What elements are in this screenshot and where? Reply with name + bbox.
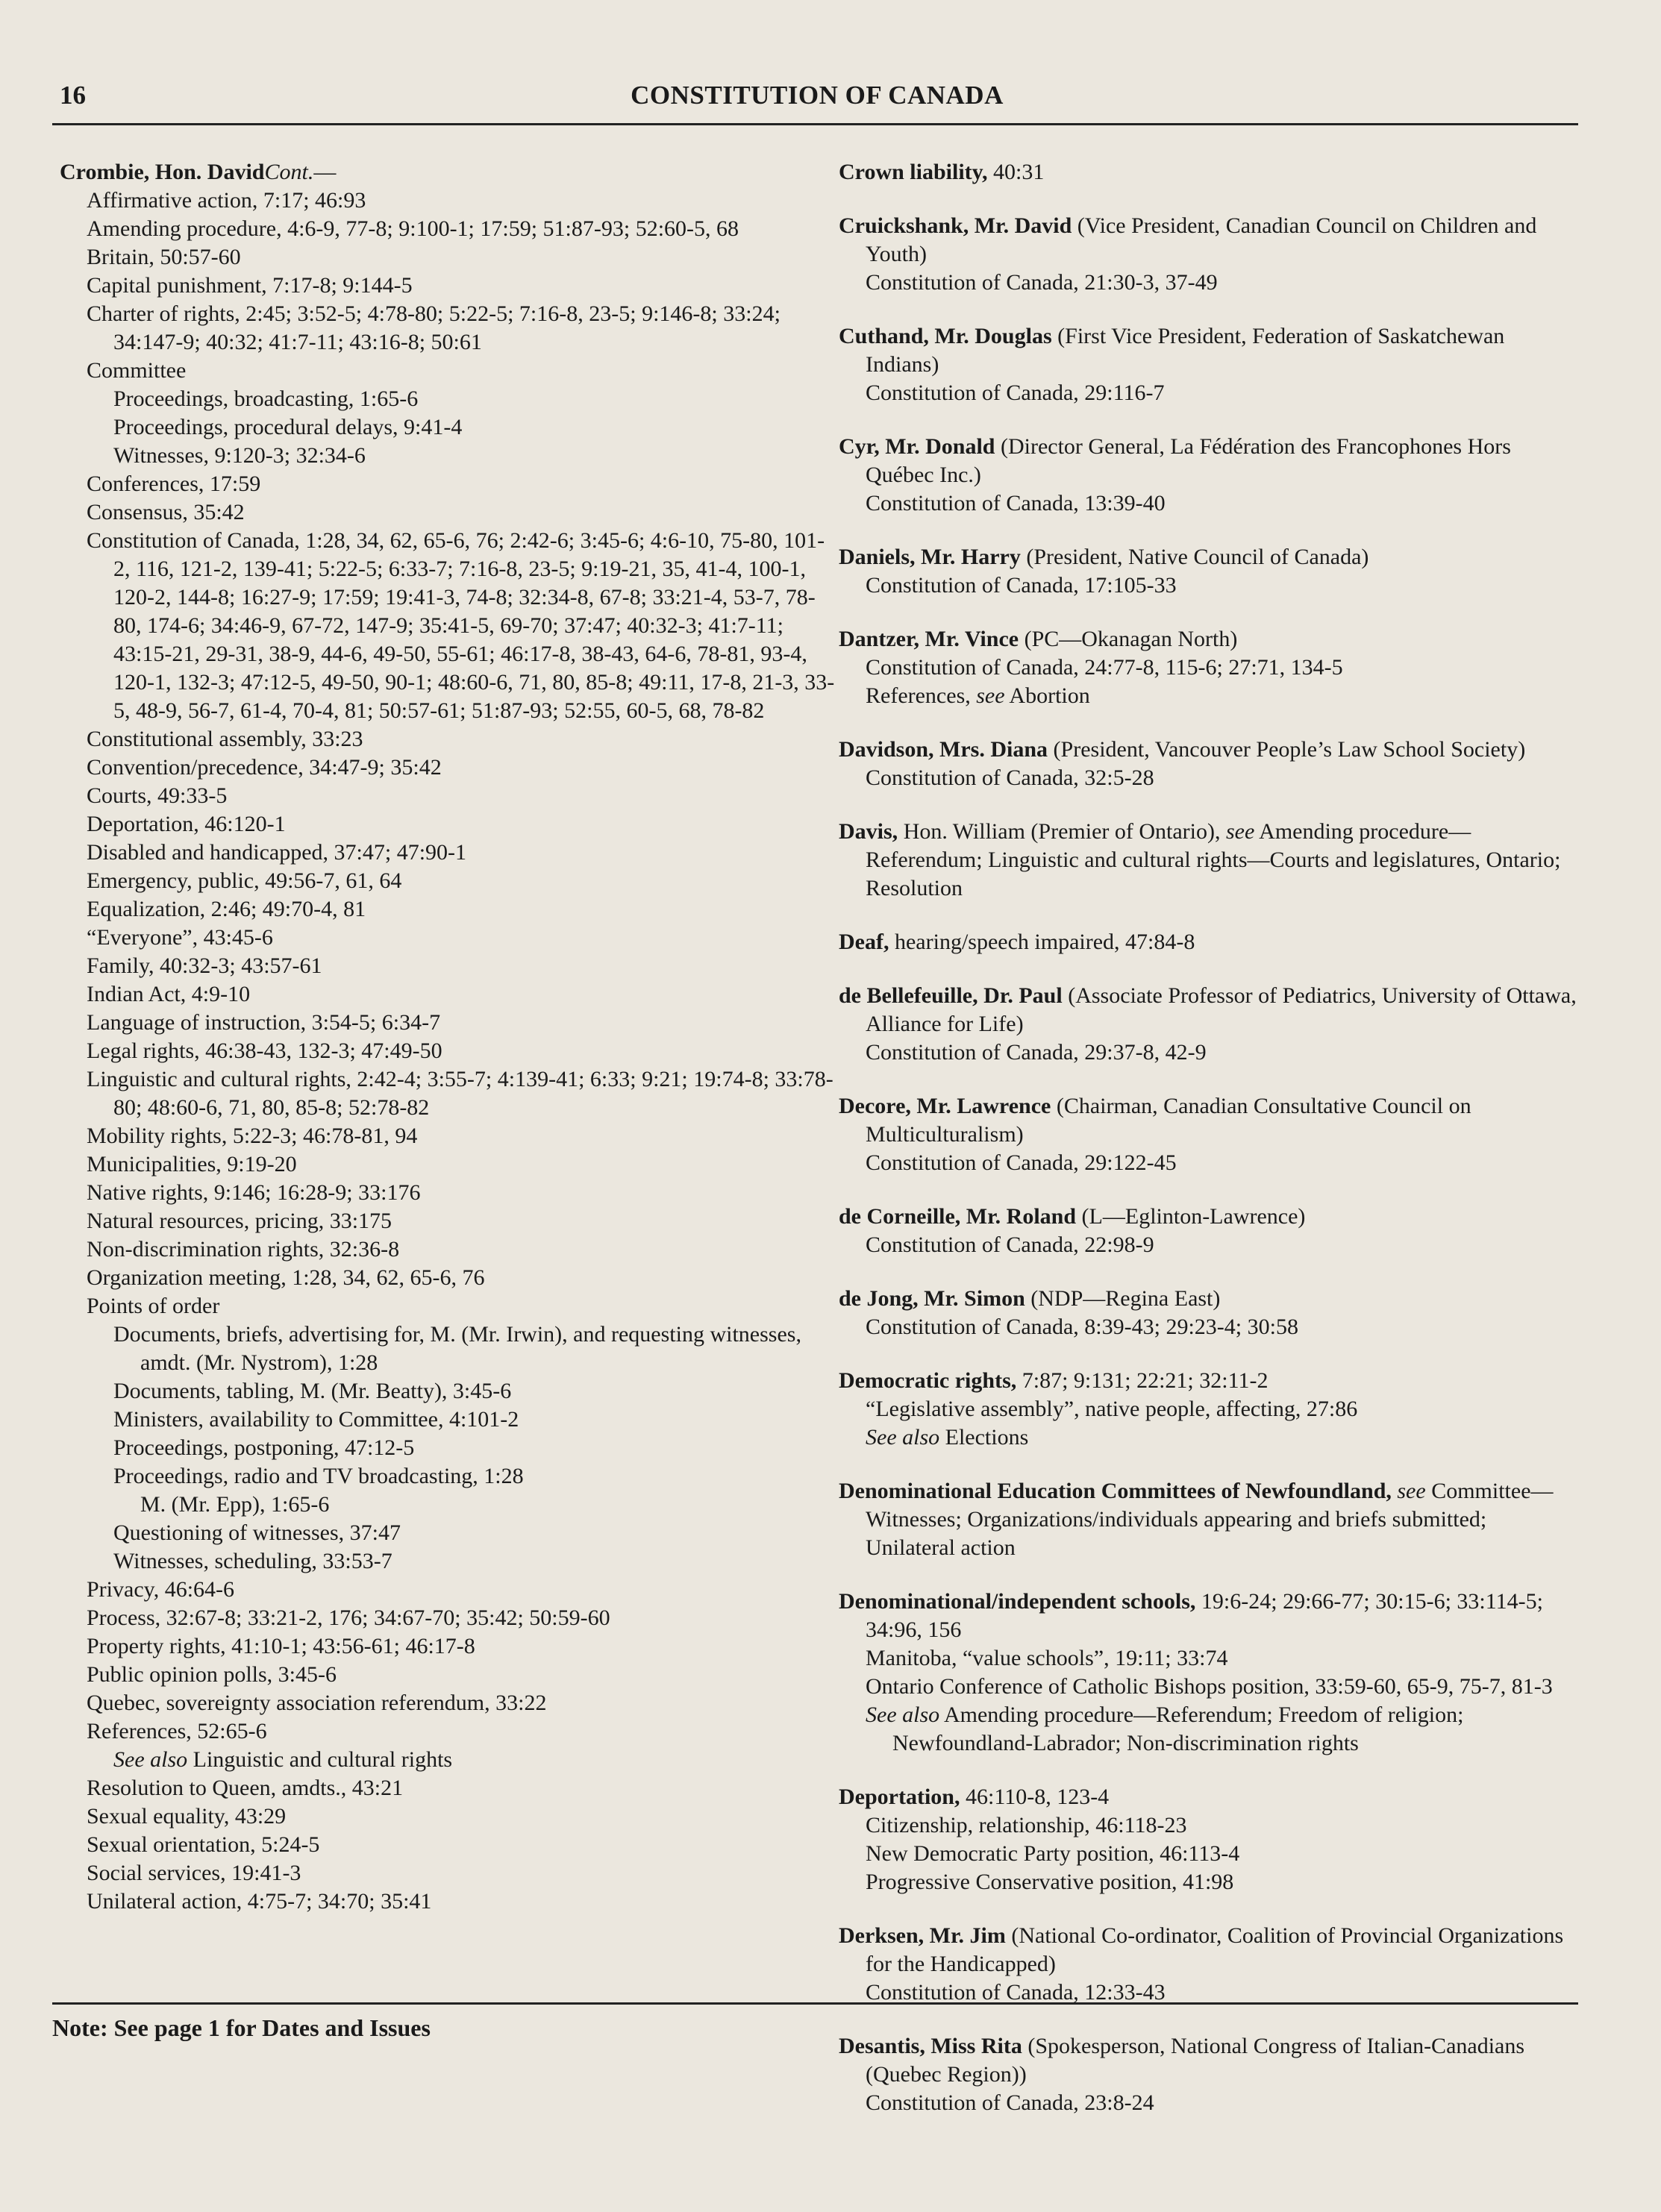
entry-text: (Vice President, Canadian Council on Children and Youth)	[866, 213, 1537, 266]
index-entry	[839, 1477, 1577, 1562]
index-subentry	[60, 1746, 836, 1774]
index-subentry	[60, 1491, 836, 1519]
index-subentry	[60, 1150, 836, 1179]
entry-text: Constitution of Canada, 29:37-8, 42-9	[866, 1040, 1207, 1065]
index-subentry	[60, 1632, 836, 1661]
entry-text: Witnesses, scheduling, 33:53-7	[113, 1549, 392, 1573]
entry-text: Documents, briefs, advertising for, M. (Mr. Irwin), and requesting witnesses, amdt. (Mr. Nystrom), 1:28	[113, 1322, 801, 1375]
entry-heading: Democratic rights,	[839, 1368, 1017, 1393]
entry-text: Mobility rights, 5:22-3; 46:78-81, 94	[87, 1124, 418, 1148]
entry-text: Conferences, 17:59	[87, 471, 261, 496]
index-subentry	[60, 1377, 836, 1406]
entry-heading: Daniels, Mr. Harry	[839, 545, 1021, 569]
index-subentry	[60, 1235, 836, 1264]
index-subentry	[60, 1689, 836, 1717]
index-entry	[839, 1092, 1577, 1149]
entry-text: hearing/speech impaired, 47:84-8	[889, 930, 1195, 954]
index-subentry	[839, 654, 1577, 682]
index-subentry	[60, 1717, 836, 1746]
entry-text: New Democratic Party position, 46:113-4	[866, 1841, 1240, 1866]
index-subentry	[60, 385, 836, 413]
entry-text: “Everyone”, 43:45-6	[87, 925, 273, 950]
entry-text: (L—Eglinton-Lawrence)	[1076, 1204, 1306, 1229]
entry-text: Property rights, 41:10-1; 43:56-61; 46:17-8	[87, 1634, 475, 1658]
entry-text: Constitution of Canada, 22:98-9	[866, 1232, 1154, 1257]
entry-text: Capital punishment, 7:17-8; 9:144-5	[87, 273, 413, 298]
index-subentry	[60, 924, 836, 952]
entry-text: Constitution of Canada, 24:77-8, 115-6; 27:71, 134-5	[866, 655, 1343, 680]
entry-heading: Derksen, Mr. Jim	[839, 1923, 1006, 1948]
index-subentry	[60, 300, 836, 357]
index-entry	[839, 1203, 1577, 1231]
index-subentry	[60, 498, 836, 527]
index-subentry	[60, 753, 836, 782]
entry-heading: Davis,	[839, 819, 898, 844]
entry-heading: Desantis, Miss Rita	[839, 2034, 1022, 2058]
index-subentry	[60, 1320, 836, 1377]
entry-text: Charter of rights, 2:45; 3:52-5; 4:78-80; 5:22-5; 7:16-8, 23-5; 9:146-8; 33:24; 34:147-9; 40:32; 41:7-11; 43:16-8; 50:61	[87, 301, 781, 354]
entry-text: 40:31	[987, 160, 1045, 184]
entry-text: 7:87; 9:131; 22:21; 32:11-2	[1016, 1368, 1269, 1393]
index-subentry	[60, 243, 836, 272]
index-subentry	[60, 527, 836, 725]
entry-text: Amending procedure, 4:6-9, 77-8; 9:100-1; 17:59; 51:87-93; 52:60-5, 68	[87, 216, 739, 241]
page-number: 16	[60, 81, 86, 110]
index-entry	[839, 1285, 1577, 1313]
index-subentry	[60, 1604, 836, 1632]
index-subentry	[839, 1868, 1577, 1896]
index-entry	[839, 982, 1577, 1038]
entry-heading: Denominational/independent schools,	[839, 1589, 1196, 1614]
entry-heading: Deaf,	[839, 930, 889, 954]
entry-text: Constitution of Canada, 13:39-40	[866, 491, 1166, 516]
index-subentry	[60, 1264, 836, 1292]
index-subentry	[839, 2089, 1577, 2117]
entry-text: (PC—Okanagan North)	[1019, 627, 1238, 651]
cross-reference-label: see	[1397, 1479, 1426, 1503]
index-entry	[839, 433, 1577, 489]
index-column-right	[839, 158, 1577, 2117]
entry-text: Proceedings, postponing, 47:12-5	[113, 1435, 415, 1460]
entry-text: (Associate Professor of Pediatrics, University of Ottawa, Alliance for Life)	[866, 983, 1577, 1036]
index-subentry	[60, 1292, 836, 1320]
entry-text: Linguistic and cultural rights, 2:42-4; 3:55-7; 4:139-41; 6:33; 9:21; 19:74-8; 33:78-80; 48:60-6, 71, 80, 85-8; 52:78-82	[87, 1067, 833, 1120]
entry-heading: de Corneille, Mr. Roland	[839, 1204, 1077, 1229]
entry-text: Indian Act, 4:9-10	[87, 982, 251, 1006]
entry-heading: Crombie, Hon. David	[60, 160, 265, 184]
cross-reference-label: See also	[866, 1702, 940, 1727]
index-entry	[839, 212, 1577, 269]
entry-text: 19:6-24; 29:66-77; 30:15-6; 33:114-5; 34:96, 156	[866, 1589, 1543, 1642]
entry-text: Process, 32:67-8; 33:21-2, 176; 34:67-70; 35:42; 50:59-60	[87, 1605, 610, 1630]
page-title: CONSTITUTION OF CANADA	[631, 81, 1004, 110]
cross-reference-label: see	[1226, 819, 1255, 844]
entry-text: Disabled and handicapped, 37:47; 47:90-1	[87, 840, 467, 865]
entry-text: Organization meeting, 1:28, 34, 62, 65-6, 76	[87, 1265, 485, 1290]
index-subentry	[60, 1661, 836, 1689]
index-subentry	[839, 1149, 1577, 1177]
entry-heading: Denominational Education Committees of Newfoundland,	[839, 1479, 1392, 1503]
index-entry	[839, 158, 1577, 187]
entry-text: Constitution of Canada, 8:39-43; 29:23-4; 30:58	[866, 1315, 1298, 1339]
entry-text: (Chairman, Canadian Consultative Council on Multiculturalism)	[866, 1094, 1471, 1147]
entry-text: Natural resources, pricing, 33:175	[87, 1209, 392, 1233]
index-subentry	[60, 1434, 836, 1462]
entry-text: Language of instruction, 3:54-5; 6:34-7	[87, 1010, 441, 1035]
entry-heading: de Jong, Mr. Simon	[839, 1286, 1025, 1311]
index-subentry	[839, 1395, 1577, 1423]
index-entry	[839, 1922, 1577, 1978]
entry-text: Committee—Witnesses; Organizations/individuals appearing and briefs submitted; Unilateral action	[866, 1479, 1554, 1560]
entry-heading: Cruickshank, Mr. David	[839, 213, 1072, 238]
index-entry	[839, 322, 1577, 379]
index-subentry	[60, 187, 836, 215]
entry-text: References,	[866, 683, 977, 708]
index-subentry	[839, 379, 1577, 407]
index-subentry	[60, 782, 836, 810]
entry-text: Proceedings, broadcasting, 1:65-6	[113, 386, 419, 411]
entry-text: Amending procedure—Referendum; Freedom of religion; Newfoundland-Labrador; Non-discrimination rights	[892, 1702, 1464, 1755]
entry-text: Ontario Conference of Catholic Bishops position, 33:59-60, 65-9, 75-7, 81-3	[866, 1674, 1553, 1699]
entry-text: Legal rights, 46:38-43, 132-3; 47:49-50	[87, 1038, 442, 1063]
index-subentry	[839, 1701, 1577, 1758]
index-entry	[60, 158, 836, 187]
index-subentry	[60, 952, 836, 980]
index-subentry	[60, 413, 836, 442]
entry-text: Hon. William (Premier of Ontario),	[898, 819, 1226, 844]
entry-text: References, 52:65-6	[87, 1719, 267, 1743]
entry-text: Non-discrimination rights, 32:36-8	[87, 1237, 400, 1262]
index-subentry	[839, 1840, 1577, 1868]
entry-text: Committee	[87, 358, 187, 383]
index-subentry	[60, 1887, 836, 1916]
index-entry	[839, 1783, 1577, 1811]
index-subentry	[60, 1462, 836, 1491]
index-subentry	[60, 1122, 836, 1150]
index-entry	[839, 818, 1577, 903]
entry-heading: Cuthand, Mr. Douglas	[839, 324, 1052, 348]
index-subentry	[839, 1644, 1577, 1673]
entry-text: Constitution of Canada, 23:8-24	[866, 2090, 1154, 2115]
entry-text: Proceedings, procedural delays, 9:41-4	[113, 415, 463, 439]
index-subentry	[839, 1313, 1577, 1341]
index-entry	[839, 625, 1577, 654]
index-entry	[839, 1588, 1577, 1644]
index-subentry	[60, 442, 836, 470]
index-entry	[839, 928, 1577, 956]
index-subentry	[60, 1179, 836, 1207]
entry-text: Emergency, public, 49:56-7, 61, 64	[87, 868, 402, 893]
entry-text: Linguistic and cultural rights	[187, 1747, 453, 1772]
index-subentry	[60, 725, 836, 753]
index-subentry	[60, 980, 836, 1009]
entry-text: Sexual orientation, 5:24-5	[87, 1832, 320, 1857]
index-subentry	[60, 810, 836, 839]
index-subentry	[839, 1673, 1577, 1701]
index-subentry	[60, 1065, 836, 1122]
entry-text: Sexual equality, 43:29	[87, 1804, 287, 1829]
index-subentry	[60, 1009, 836, 1037]
entry-text: Questioning of witnesses, 37:47	[113, 1520, 401, 1545]
entry-text: (National Co-ordinator, Coalition of Provincial Organizations for the Handicapped)	[866, 1923, 1564, 1976]
entry-text: Progressive Conservative position, 41:98	[866, 1870, 1234, 1894]
entry-text: Equalization, 2:46; 49:70-4, 81	[87, 897, 366, 921]
entry-heading: Dantzer, Mr. Vince	[839, 627, 1019, 651]
index-subentry	[60, 1547, 836, 1576]
entry-text: Public opinion polls, 3:45-6	[87, 1662, 337, 1687]
cross-reference-label: See also	[113, 1747, 188, 1772]
entry-text: Unilateral action, 4:75-7; 34:70; 35:41	[87, 1889, 432, 1914]
index-subentry	[60, 470, 836, 498]
entry-heading: Deportation,	[839, 1785, 960, 1809]
index-subentry	[60, 357, 836, 385]
index-subentry	[839, 682, 1577, 710]
entry-text: Abortion	[1004, 683, 1090, 708]
entry-text: Resolution to Queen, amdts., 43:21	[87, 1776, 404, 1800]
entry-text: Constitution of Canada, 12:33-43	[866, 1980, 1166, 2005]
entry-heading: Decore, Mr. Lawrence	[839, 1094, 1051, 1118]
entry-text: Constitution of Canada, 32:5-28	[866, 765, 1154, 790]
entry-text: (Director General, La Fédération des Francophones Hors Québec Inc.)	[866, 434, 1511, 487]
entry-text: Ministers, availability to Committee, 4:101-2	[113, 1407, 519, 1432]
entry-text: Municipalities, 9:19-20	[87, 1152, 297, 1177]
entry-text: (NDP—Regina East)	[1025, 1286, 1221, 1311]
entry-text: Convention/precedence, 34:47-9; 35:42	[87, 755, 442, 780]
index-subentry	[839, 1423, 1577, 1452]
index-subentry	[60, 1831, 836, 1859]
entry-text: Affirmative action, 7:17; 46:93	[87, 188, 366, 213]
index-entry	[839, 1367, 1577, 1395]
index-subentry	[839, 269, 1577, 297]
index-subentry	[60, 272, 836, 300]
index-entry	[839, 543, 1577, 571]
entry-text: Points of order	[87, 1294, 220, 1318]
entry-text: Privacy, 46:64-6	[87, 1577, 235, 1602]
footer-note: Note: See page 1 for Dates and Issues	[52, 2014, 431, 2041]
entry-heading: de Bellefeuille, Dr. Paul	[839, 983, 1063, 1008]
header-rule	[52, 123, 1578, 125]
index-subentry	[839, 764, 1577, 792]
entry-text: Manitoba, “value schools”, 19:11; 33:74	[866, 1646, 1228, 1670]
entry-heading: Crown liability,	[839, 160, 988, 184]
entry-text: Elections	[939, 1425, 1029, 1450]
entry-text: Britain, 50:57-60	[87, 245, 241, 269]
entry-text: Family, 40:32-3; 43:57-61	[87, 953, 322, 978]
entry-text: (First Vice President, Federation of Saskatchewan Indians)	[866, 324, 1505, 377]
entry-text: Proceedings, radio and TV broadcasting, 1:28	[113, 1464, 524, 1488]
index-subentry	[839, 1038, 1577, 1067]
index-subentry	[60, 1576, 836, 1604]
index-entry	[839, 2032, 1577, 2089]
entry-text: “Legislative assembly”, native people, affecting, 27:86	[866, 1397, 1358, 1421]
index-subentry	[60, 1802, 836, 1831]
index-subentry	[60, 839, 836, 867]
entry-text: Documents, tabling, M. (Mr. Beatty), 3:45-6	[113, 1379, 512, 1403]
footer-rule	[52, 2002, 1578, 2005]
entry-text: Constitution of Canada, 29:122-45	[866, 1150, 1177, 1175]
entry-text: Constitution of Canada, 1:28, 34, 62, 65-6, 76; 2:42-6; 3:45-6; 4:6-10, 75-80, 101-2, 116, 121-2, 139-41; 5:22-5; 6:33-7; 7:16-8, 23-5; 9:19-21, 35, 41-4, 100-1, 120-2, 144-8; 16:27-9; 17:59; 19:41-3, 74-8; 32:34-8, 67-8; 33:21-4, 53-7, 78-80, 174-6; 34:46-9, 67-72, 147-9; 35:41-5, 69-70; 37:47; 40:32-3; 41:7-11; 43:15-21, 29-31, 38-9, 44-6, 49-50, 55-61; 46:17-8, 38-43, 64-6, 78-81, 93-4, 120-1, 132-3; 47:12-5, 49-50, 90-1; 48:60-6, 71, 80, 85-8; 49:11, 17-8, 21-3, 33-5, 48-9, 56-7, 61-4, 70-4, 81; 50:57-61; 51:87-93; 52:55, 60-5, 68, 78-82	[87, 528, 835, 723]
entry-text: Quebec, sovereignty association referendum, 33:22	[87, 1691, 547, 1715]
index-subentry	[60, 215, 836, 243]
entry-text: M. (Mr. Epp), 1:65-6	[140, 1492, 330, 1517]
entry-text: Constitution of Canada, 21:30-3, 37-49	[866, 270, 1218, 295]
index-subentry	[60, 895, 836, 924]
cross-reference-label: see	[976, 683, 1005, 708]
index-subentry	[60, 1519, 836, 1547]
entry-heading: Davidson, Mrs. Diana	[839, 737, 1048, 762]
entry-text: Citizenship, relationship, 46:118-23	[866, 1813, 1187, 1837]
entry-text: (President, Vancouver People’s Law School Society)	[1048, 737, 1526, 762]
entry-text: Constitution of Canada, 17:105-33	[866, 573, 1177, 598]
entry-text: Constitutional assembly, 33:23	[87, 727, 363, 751]
index-entry	[839, 736, 1577, 764]
entry-text: Constitution of Canada, 29:116-7	[866, 380, 1165, 405]
entry-text: (Spokesperson, National Congress of Italian-Canadians (Quebec Region))	[866, 2034, 1525, 2087]
entry-text: Social services, 19:41-3	[87, 1861, 301, 1885]
index-subentry	[60, 1774, 836, 1802]
index-subentry	[60, 1859, 836, 1887]
index-subentry	[60, 1406, 836, 1434]
entry-heading: Cyr, Mr. Donald	[839, 434, 995, 459]
index-subentry	[60, 867, 836, 895]
index-subentry	[60, 1207, 836, 1235]
cross-reference-label: See also	[866, 1425, 940, 1450]
entry-text: Amending procedure—Referendum; Linguistic and cultural rights—Courts and legislatures, Ontario; Resolution	[866, 819, 1561, 900]
index-subentry	[839, 571, 1577, 600]
index-subentry	[60, 1037, 836, 1065]
entry-text: 46:110-8, 123-4	[960, 1785, 1110, 1809]
index-column-left	[60, 158, 836, 1916]
cross-reference-label: Cont.	[264, 160, 314, 184]
entry-text: —	[313, 160, 337, 184]
entry-text: Consensus, 35:42	[87, 500, 245, 524]
entry-text: Courts, 49:33-5	[87, 783, 228, 808]
index-subentry	[839, 489, 1577, 518]
entry-text: Witnesses, 9:120-3; 32:34-6	[113, 443, 366, 468]
entry-text: (President, Native Council of Canada)	[1020, 545, 1369, 569]
entry-text: Deportation, 46:120-1	[87, 812, 286, 836]
index-subentry	[839, 1231, 1577, 1259]
entry-text: Native rights, 9:146; 16:28-9; 33:176	[87, 1180, 421, 1205]
index-subentry	[839, 1811, 1577, 1840]
